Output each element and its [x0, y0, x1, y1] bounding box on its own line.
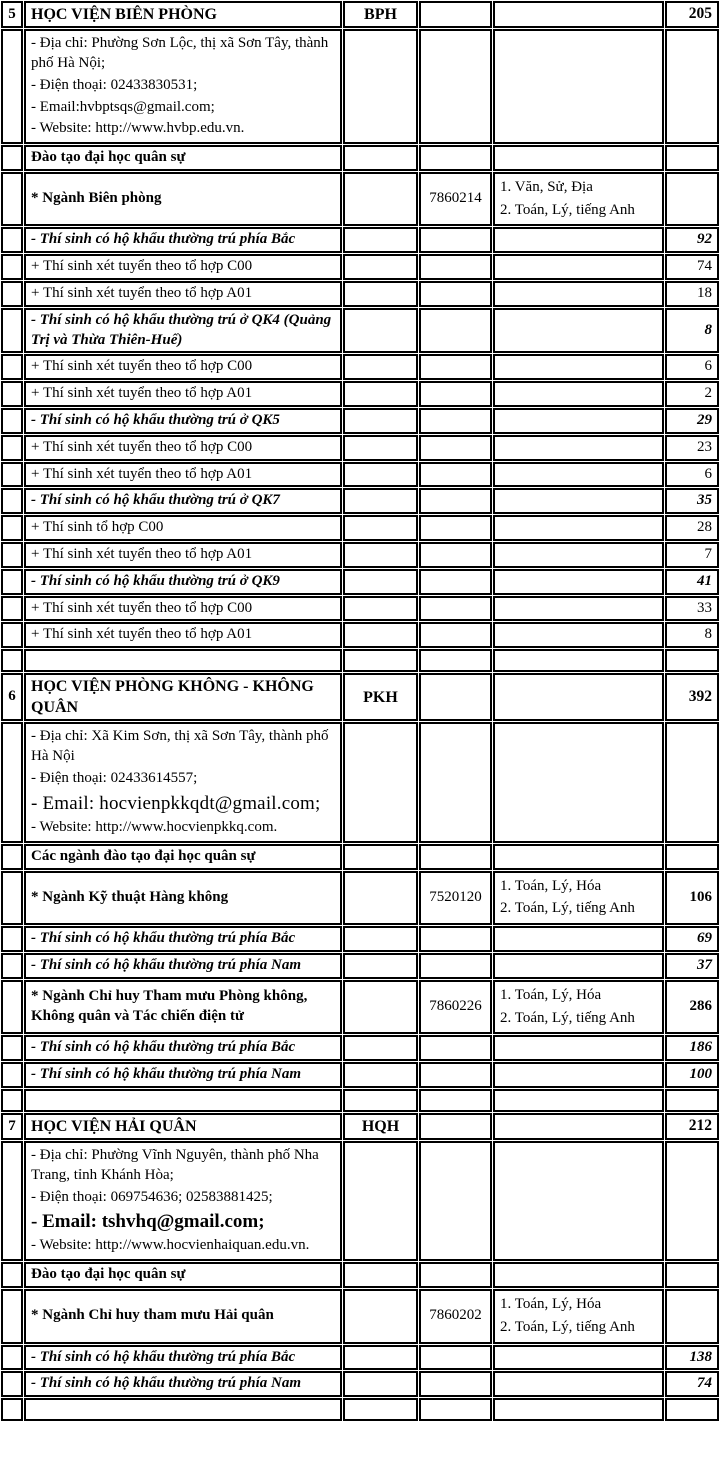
row-number-cell — [1, 488, 23, 514]
table-row — [1, 515, 719, 541]
name-cell: + Thí sinh xét tuyển theo tổ hợp A01 — [24, 622, 342, 648]
address-line: - Email: hocvienpkkqdt@gmail.com; — [31, 792, 321, 814]
table-row — [1, 542, 719, 568]
subject-combo-line: 2. Toán, Lý, tiếng Anh — [500, 900, 635, 917]
school-code-cell — [343, 542, 418, 568]
school-code-cell — [343, 953, 418, 979]
school-code-cell — [343, 1089, 418, 1112]
name-cell: + Thí sinh xét tuyển theo tổ hợp A01 — [24, 462, 342, 488]
school-code-cell — [343, 1141, 418, 1261]
row-number-cell — [1, 649, 23, 672]
major-code-cell — [419, 254, 492, 280]
subject-combo-line: 1. Toán, Lý, Hóa — [500, 1296, 602, 1313]
row-number-cell — [1, 354, 23, 380]
name-cell: - Thí sinh có hộ khẩu thường trú phía Nam — [24, 1062, 342, 1088]
quota-cell: 74 — [665, 254, 719, 280]
quota-cell: 100 — [665, 1062, 719, 1088]
row-number-cell — [1, 408, 23, 434]
quota-cell: 106 — [665, 871, 719, 926]
subject-combos-cell — [493, 462, 664, 488]
subject-combos-cell — [493, 172, 664, 227]
name-cell: - Thí sinh có hộ khẩu thường trú ở QK7 — [24, 488, 342, 514]
row-number-cell — [1, 308, 23, 354]
name-cell: + Thí sinh xét tuyển theo tổ hợp C00 — [24, 435, 342, 461]
subject-combos-cell — [493, 308, 664, 354]
name-cell: * Ngành Biên phòng — [24, 172, 342, 227]
row-number-cell — [1, 953, 23, 979]
row-number-cell — [1, 254, 23, 280]
name-cell: Đào tạo đại học quân sự — [24, 1262, 342, 1288]
name-cell: + Thí sinh xét tuyển theo tổ hợp A01 — [24, 281, 342, 307]
school-code-cell — [343, 29, 418, 144]
major-code-cell — [419, 569, 492, 595]
subject-combos-cell — [493, 29, 664, 144]
major-code-cell — [419, 488, 492, 514]
subject-combos-cell — [493, 281, 664, 307]
name-cell: HỌC VIỆN BIÊN PHÒNG — [24, 1, 342, 28]
major-code-cell: 7520120 — [419, 871, 492, 926]
row-number-cell — [1, 227, 23, 253]
school-code-cell — [343, 1062, 418, 1088]
school-code-cell — [343, 281, 418, 307]
subject-combos-cell — [493, 926, 664, 952]
major-code-cell — [419, 1398, 492, 1421]
address-line: - Địa chỉ: Phường Sơn Lộc, thị xã Sơn Tây, thành phố Hà Nội; — [31, 35, 329, 71]
quota-cell — [665, 844, 719, 870]
school-code-cell — [343, 1345, 418, 1371]
major-code-cell — [419, 722, 492, 842]
quota-cell — [665, 1289, 719, 1344]
name-cell: - Thí sinh có hộ khẩu thường trú phía Bắc — [24, 227, 342, 253]
subject-combos-cell — [493, 1345, 664, 1371]
quota-cell: 286 — [665, 980, 719, 1035]
subject-combos-cell — [493, 596, 664, 622]
name-cell — [24, 1398, 342, 1421]
subject-combos-cell — [493, 1371, 664, 1397]
address-line: - Địa chỉ: Xã Kim Sơn, thị xã Sơn Tây, thành phố Hà Nội — [31, 728, 329, 765]
address-line: - Điện thoại: 069754636; 02583881425; — [31, 1188, 273, 1205]
table-row — [1, 871, 719, 926]
school-code-cell — [343, 381, 418, 407]
quota-cell: 23 — [665, 435, 719, 461]
name-cell — [24, 649, 342, 672]
name-cell: - Thí sinh có hộ khẩu thường trú phía Bắc — [24, 926, 342, 952]
quota-cell: 35 — [665, 488, 719, 514]
table-row — [1, 649, 719, 672]
table-row — [1, 172, 719, 227]
major-code-cell — [419, 953, 492, 979]
table-row — [1, 1, 719, 28]
subject-combos-cell — [493, 844, 664, 870]
table-row — [1, 1035, 719, 1061]
quota-cell — [665, 1141, 719, 1261]
name-cell: * Ngành Kỹ thuật Hàng không — [24, 871, 342, 926]
row-number-cell — [1, 381, 23, 407]
subject-combos-cell — [493, 408, 664, 434]
table-row — [1, 844, 719, 870]
subject-combos-cell — [493, 435, 664, 461]
table-row — [1, 569, 719, 595]
quota-cell: 138 — [665, 1345, 719, 1371]
school-code-cell — [343, 462, 418, 488]
major-code-cell — [419, 408, 492, 434]
school-code-cell — [343, 1262, 418, 1288]
school-code-cell — [343, 622, 418, 648]
table-row — [1, 953, 719, 979]
quota-cell: 69 — [665, 926, 719, 952]
row-number-cell — [1, 542, 23, 568]
school-code-cell — [343, 871, 418, 926]
quota-cell: 6 — [665, 354, 719, 380]
quota-cell: 8 — [665, 622, 719, 648]
quota-cell: 205 — [665, 1, 719, 28]
school-code-cell — [343, 354, 418, 380]
major-code-cell — [419, 1062, 492, 1088]
major-code-cell — [419, 622, 492, 648]
major-code-cell: 7860226 — [419, 980, 492, 1035]
major-code-cell — [419, 145, 492, 171]
table-row — [1, 488, 719, 514]
subject-combos-cell — [493, 1289, 664, 1344]
subject-combos-cell — [493, 1262, 664, 1288]
subject-combos-cell — [493, 1113, 664, 1140]
name-cell: HỌC VIỆN HẢI QUÂN — [24, 1113, 342, 1140]
row-number-cell — [1, 515, 23, 541]
quota-cell — [665, 722, 719, 842]
quota-cell — [665, 1089, 719, 1112]
table-row — [1, 1062, 719, 1088]
school-code-cell — [343, 569, 418, 595]
table-row — [1, 281, 719, 307]
major-code-cell — [419, 596, 492, 622]
school-code-cell — [343, 722, 418, 842]
table-row — [1, 227, 719, 253]
address-line: - Email: tshvhq@gmail.com; — [31, 1211, 265, 1233]
school-code-cell — [343, 435, 418, 461]
subject-combos-cell — [493, 1089, 664, 1112]
quota-cell: 74 — [665, 1371, 719, 1397]
major-code-cell — [419, 381, 492, 407]
row-number-cell — [1, 596, 23, 622]
quota-cell: 29 — [665, 408, 719, 434]
table-row — [1, 1089, 719, 1112]
table-row — [1, 354, 719, 380]
subject-combo-line: 1. Toán, Lý, Hóa — [500, 986, 602, 1003]
quota-cell — [665, 29, 719, 144]
row-number-cell — [1, 462, 23, 488]
row-number-cell — [1, 1345, 23, 1371]
major-code-cell — [419, 462, 492, 488]
major-code-cell — [419, 673, 492, 721]
quota-cell: 41 — [665, 569, 719, 595]
subject-combos-cell — [493, 254, 664, 280]
subject-combos-cell — [493, 381, 664, 407]
row-number-cell — [1, 1141, 23, 1261]
name-cell: HỌC VIỆN PHÒNG KHÔNG - KHÔNG QUÂN — [24, 673, 342, 721]
quota-cell: 7 — [665, 542, 719, 568]
major-code-cell — [419, 1345, 492, 1371]
name-cell: + Thí sinh xét tuyển theo tổ hợp C00 — [24, 254, 342, 280]
subject-combo-line: 2. Toán, Lý, tiếng Anh — [500, 1318, 635, 1335]
name-cell: + Thí sinh xét tuyển theo tổ hợp C00 — [24, 354, 342, 380]
row-number-cell — [1, 980, 23, 1035]
major-code-cell — [419, 1141, 492, 1261]
major-code-cell — [419, 844, 492, 870]
school-code-cell — [343, 227, 418, 253]
row-number-cell — [1, 1089, 23, 1112]
row-number-cell — [1, 281, 23, 307]
quota-cell — [665, 649, 719, 672]
subject-combos-cell — [493, 488, 664, 514]
quota-cell: 28 — [665, 515, 719, 541]
major-code-cell — [419, 1262, 492, 1288]
quota-cell — [665, 1398, 719, 1421]
school-code-cell — [343, 408, 418, 434]
major-code-cell — [419, 1089, 492, 1112]
row-number-cell — [1, 172, 23, 227]
address-line: - Email:hvbptsqs@gmail.com; — [31, 98, 215, 115]
name-cell: + Thí sinh xét tuyển theo tổ hợp A01 — [24, 381, 342, 407]
name-cell: - Thí sinh có hộ khẩu thường trú ở QK9 — [24, 569, 342, 595]
quota-cell — [665, 172, 719, 227]
table-row — [1, 308, 719, 354]
row-number-cell — [1, 926, 23, 952]
subject-combos-cell — [493, 871, 664, 926]
quota-cell: 18 — [665, 281, 719, 307]
name-cell: - Thí sinh có hộ khẩu thường trú phía Nam — [24, 1371, 342, 1397]
row-number-cell: 5 — [1, 1, 23, 28]
row-number-cell: 7 — [1, 1113, 23, 1140]
table-row — [1, 1141, 719, 1261]
quota-cell: 33 — [665, 596, 719, 622]
row-number-cell — [1, 1262, 23, 1288]
subject-combos-cell — [493, 953, 664, 979]
school-code-cell — [343, 926, 418, 952]
name-cell: - Thí sinh có hộ khẩu thường trú ở QK5 — [24, 408, 342, 434]
row-number-cell — [1, 145, 23, 171]
quota-cell — [665, 1262, 719, 1288]
major-code-cell — [419, 649, 492, 672]
table-row — [1, 622, 719, 648]
school-code-cell — [343, 515, 418, 541]
name-cell: - Thí sinh có hộ khẩu thường trú phía Bắc — [24, 1345, 342, 1371]
school-code-cell — [343, 1035, 418, 1061]
name-cell: Đào tạo đại học quân sự — [24, 145, 342, 171]
name-cell: * Ngành Chỉ huy Tham mưu Phòng không, Không quân và Tác chiến điện tử — [24, 980, 342, 1035]
row-number-cell — [1, 622, 23, 648]
subject-combos-cell — [493, 1, 664, 28]
table-row — [1, 254, 719, 280]
row-number-cell — [1, 435, 23, 461]
row-number-cell: 6 — [1, 673, 23, 721]
school-code-cell — [343, 649, 418, 672]
row-number-cell — [1, 1371, 23, 1397]
subject-combo-line: 1. Văn, Sử, Địa — [500, 178, 593, 195]
subject-combos-cell — [493, 542, 664, 568]
name-cell — [24, 1089, 342, 1112]
row-number-cell — [1, 871, 23, 926]
major-code-cell — [419, 1371, 492, 1397]
school-code-cell — [343, 596, 418, 622]
subject-combos-cell — [493, 649, 664, 672]
row-number-cell — [1, 844, 23, 870]
table-row — [1, 29, 719, 144]
school-contact-cell — [24, 29, 342, 144]
quota-cell: 8 — [665, 308, 719, 354]
quota-cell: 2 — [665, 381, 719, 407]
subject-combos-cell — [493, 515, 664, 541]
subject-combo-line: 2. Toán, Lý, tiếng Anh — [500, 201, 635, 218]
name-cell: Các ngành đào tạo đại học quân sự — [24, 844, 342, 870]
subject-combos-cell — [493, 354, 664, 380]
school-contact-cell — [24, 1141, 342, 1261]
table-row — [1, 980, 719, 1035]
school-code-cell — [343, 980, 418, 1035]
major-code-cell — [419, 308, 492, 354]
school-code-cell — [343, 488, 418, 514]
school-code-cell — [343, 172, 418, 227]
school-code-cell — [343, 145, 418, 171]
subject-combos-cell — [493, 622, 664, 648]
quota-cell: 392 — [665, 673, 719, 721]
name-cell: + Thí sinh xét tuyển theo tổ hợp A01 — [24, 542, 342, 568]
major-code-cell: 7860202 — [419, 1289, 492, 1344]
major-code-cell — [419, 354, 492, 380]
table-row — [1, 596, 719, 622]
table-row — [1, 435, 719, 461]
subject-combos-cell — [493, 1062, 664, 1088]
major-code-cell — [419, 435, 492, 461]
major-code-cell — [419, 1, 492, 28]
table-row — [1, 1113, 719, 1140]
major-code-cell — [419, 542, 492, 568]
quota-cell: 37 — [665, 953, 719, 979]
school-code-cell — [343, 844, 418, 870]
school-code-cell — [343, 1289, 418, 1344]
subject-combos-cell — [493, 1141, 664, 1261]
table-row — [1, 145, 719, 171]
row-number-cell — [1, 1035, 23, 1061]
school-code-cell: BPH — [343, 1, 418, 28]
quota-cell: 6 — [665, 462, 719, 488]
row-number-cell — [1, 1398, 23, 1421]
subject-combos-cell — [493, 227, 664, 253]
table-row — [1, 1289, 719, 1344]
address-line: - Website: http://www.hocvienhaiquan.edu.vn. — [31, 1237, 310, 1254]
school-code-cell: HQH — [343, 1113, 418, 1140]
school-code-cell — [343, 1371, 418, 1397]
subject-combos-cell — [493, 1035, 664, 1061]
row-number-cell — [1, 569, 23, 595]
row-number-cell — [1, 1062, 23, 1088]
table-row — [1, 1398, 719, 1421]
subject-combo-line: 2. Toán, Lý, tiếng Anh — [500, 1009, 635, 1026]
quota-cell: 212 — [665, 1113, 719, 1140]
subject-combo-line: 1. Toán, Lý, Hóa — [500, 877, 602, 894]
name-cell: + Thí sinh xét tuyển theo tổ hợp C00 — [24, 596, 342, 622]
major-code-cell — [419, 515, 492, 541]
school-code-cell — [343, 254, 418, 280]
name-cell: - Thí sinh có hộ khẩu thường trú ở QK4 (Quảng Trị và Thừa Thiên-Huế) — [24, 308, 342, 354]
major-code-cell: 7860214 — [419, 172, 492, 227]
name-cell: - Thí sinh có hộ khẩu thường trú phía Nam — [24, 953, 342, 979]
subject-combos-cell — [493, 145, 664, 171]
address-line: - Điện thoại: 02433830531; — [31, 76, 198, 93]
row-number-cell — [1, 29, 23, 144]
table-row — [1, 381, 719, 407]
row-number-cell — [1, 1289, 23, 1344]
name-cell: - Thí sinh có hộ khẩu thường trú phía Bắc — [24, 1035, 342, 1061]
quota-cell: 186 — [665, 1035, 719, 1061]
table-row — [1, 722, 719, 842]
school-contact-cell — [24, 722, 342, 842]
subject-combos-cell — [493, 980, 664, 1035]
address-line: - Địa chỉ: Phường Vĩnh Nguyên, thành phố Nha Trang, tỉnh Khánh Hòa; — [31, 1147, 319, 1183]
table-row — [1, 926, 719, 952]
major-code-cell — [419, 29, 492, 144]
table-row — [1, 673, 719, 721]
name-cell: * Ngành Chỉ huy tham mưu Hải quân — [24, 1289, 342, 1344]
school-code-cell — [343, 308, 418, 354]
major-code-cell — [419, 227, 492, 253]
address-line: - Website: http://www.hocvienpkkq.com. — [31, 818, 278, 835]
major-code-cell — [419, 281, 492, 307]
address-line: - Website: http://www.hvbp.edu.vn. — [31, 120, 245, 137]
table-row — [1, 408, 719, 434]
school-code-cell: PKH — [343, 673, 418, 721]
quota-cell: 92 — [665, 227, 719, 253]
subject-combos-cell — [493, 673, 664, 721]
subject-combos-cell — [493, 1398, 664, 1421]
major-code-cell — [419, 1113, 492, 1140]
table-row — [1, 462, 719, 488]
quota-cell — [665, 145, 719, 171]
major-code-cell — [419, 1035, 492, 1061]
address-line: - Điện thoại: 02433614557; — [31, 770, 198, 787]
table-row — [1, 1345, 719, 1371]
name-cell: + Thí sinh tổ hợp C00 — [24, 515, 342, 541]
row-number-cell — [1, 722, 23, 842]
subject-combos-cell — [493, 722, 664, 842]
school-code-cell — [343, 1398, 418, 1421]
table-row — [1, 1371, 719, 1397]
major-code-cell — [419, 926, 492, 952]
table-row — [1, 1262, 719, 1288]
subject-combos-cell — [493, 569, 664, 595]
